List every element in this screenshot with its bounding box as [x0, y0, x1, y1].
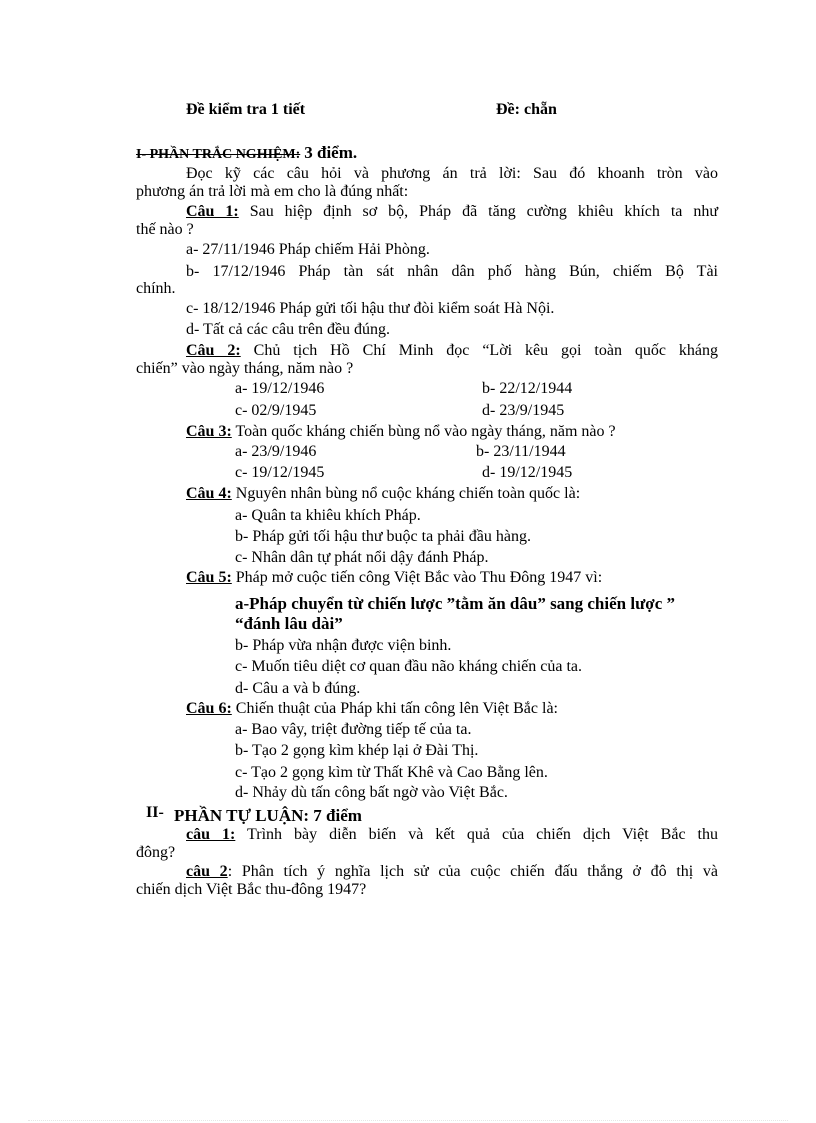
q5-option-b: b- Pháp vừa nhận được viện binh. [235, 637, 452, 654]
q1-option-a: a- 27/11/1946 Pháp chiếm Hải Phòng. [186, 241, 430, 258]
q6-option-b: b- Tạo 2 gọng kìm khép lại ở Đài Thị. [235, 742, 479, 759]
q4-label: Câu 4: [186, 485, 232, 502]
q2-line-2: chiến” vào ngày tháng, năm nào ? [136, 360, 354, 377]
part1-points: 3 điểm. [304, 143, 358, 162]
q3-label: Câu 3: [186, 423, 232, 440]
q3-option-b: b- 23/11/1944 [476, 443, 566, 460]
q6-option-d: d- Nhảy dù tấn công bất ngờ vào Việt Bắc. [235, 784, 508, 801]
q6-option-c: c- Tạo 2 gọng kìm từ Thất Khê và Cao Bằng lên. [235, 764, 548, 781]
essay-q1-line-1 [186, 825, 718, 845]
essay-q2-line-1 [186, 862, 718, 882]
q2-option-c: c- 02/9/1945 [235, 402, 317, 419]
q2-option-a: a- 19/12/1946 [235, 380, 325, 397]
page-bottom-rule [28, 1120, 788, 1121]
part2-numeral: II- [146, 804, 164, 821]
q1-line-2: thế nào ? [136, 221, 194, 238]
essay-q1-text: Trình bày diễn biến và kết quả của chiến dịch Việt Bắc thu [247, 826, 718, 843]
q3-option-a: a- 23/9/1946 [235, 443, 317, 460]
part1-heading-line [136, 143, 357, 165]
q2-label: Câu 2: [186, 342, 241, 359]
q1-label: Câu 1: [186, 203, 239, 220]
essay-q2-line-2: chiến dịch Việt Bắc thu-đông 1947? [136, 881, 367, 898]
q3-line [186, 422, 616, 442]
exam-variant: Đề: chẵn [496, 101, 557, 118]
instruction-line-1: Đọc kỹ các câu hỏi và phương án trả lời: Sau đó khoanh tròn vào [186, 165, 718, 182]
q5-label: Câu 5: [186, 569, 232, 586]
q4-option-b: b- Pháp gửi tối hậu thư buộc ta phải đầu hàng. [235, 528, 531, 545]
essay-q2-text: : Phân tích ý nghĩa lịch sử của cuộc chiến đấu thắng ở đô thị và [227, 863, 719, 880]
q5-option-a: a-Pháp chuyển từ chiến lược ”tằm ăn dâu” sang chiến lược ” [235, 594, 675, 613]
q2-text: Chủ tịch Hồ Chí Minh đọc “Lời kêu gọi toàn quốc kháng [253, 342, 719, 359]
q3-option-d: d- 19/12/1945 [482, 464, 573, 481]
q1-option-d: d- Tất cả các câu trên đều đúng. [186, 321, 391, 338]
q3-option-c: c- 19/12/1945 [235, 464, 325, 481]
q6-label: Câu 6: [186, 700, 232, 717]
q4-line [186, 484, 580, 504]
q1-text: Sau hiệp định sơ bộ, Pháp đã tăng cường khiêu khích ta như [249, 203, 718, 220]
q4-option-a: a- Quân ta khiêu khích Pháp. [235, 507, 421, 524]
part1-heading: I- PHẦN TRẮC NGHIỆM: [136, 147, 301, 162]
q3-text: Toàn quốc kháng chiến bùng nổ vào ngày tháng, năm nào ? [235, 423, 616, 440]
exam-title: Đề kiểm tra 1 tiết [186, 101, 306, 118]
q6-line [186, 699, 558, 719]
q1-option-b: b- 17/12/1946 Pháp tàn sát nhân dân phố hàng Bún, chiếm Bộ Tài [186, 263, 718, 280]
q5-option-a-cont: “đánh lâu dài” [235, 614, 343, 633]
q5-text: Pháp mở cuộc tiến công Việt Bắc vào Thu Đông 1947 vì: [235, 569, 603, 586]
q1-option-c: c- 18/12/1946 Pháp gửi tối hậu thư đòi kiểm soát Hà Nội. [186, 300, 555, 317]
q5-option-d: d- Câu a và b đúng. [235, 680, 361, 697]
q2-option-b: b- 22/12/1944 [482, 380, 573, 397]
essay-q1-line-2: đông? [136, 844, 176, 861]
q4-option-c: c- Nhân dân tự phát nổi dậy đánh Pháp. [235, 549, 489, 566]
q6-option-a: a- Bao vây, triệt đường tiếp tế của ta. [235, 721, 472, 738]
q1-line-1 [186, 202, 718, 222]
q5-line [186, 568, 602, 588]
q6-text: Chiến thuật của Pháp khi tấn công lên Việt Bắc là: [235, 700, 558, 717]
q1-option-b-cont: chính. [136, 280, 176, 297]
essay-q2-label: câu 2 [186, 863, 228, 880]
q5-option-c: c- Muốn tiêu diệt cơ quan đầu não kháng chiến của ta. [235, 658, 583, 675]
q2-line-1 [186, 341, 718, 361]
instruction-line-2: phương án trả lời mà em cho là đúng nhất: [136, 183, 409, 200]
q2-option-d: d- 23/9/1945 [482, 402, 565, 419]
essay-q1-label: câu 1: [186, 826, 236, 843]
part2-heading: PHẦN TỰ LUẬN: 7 điểm [174, 806, 362, 825]
q4-text: Nguyên nhân bùng nổ cuộc kháng chiến toàn quốc là: [235, 485, 581, 502]
